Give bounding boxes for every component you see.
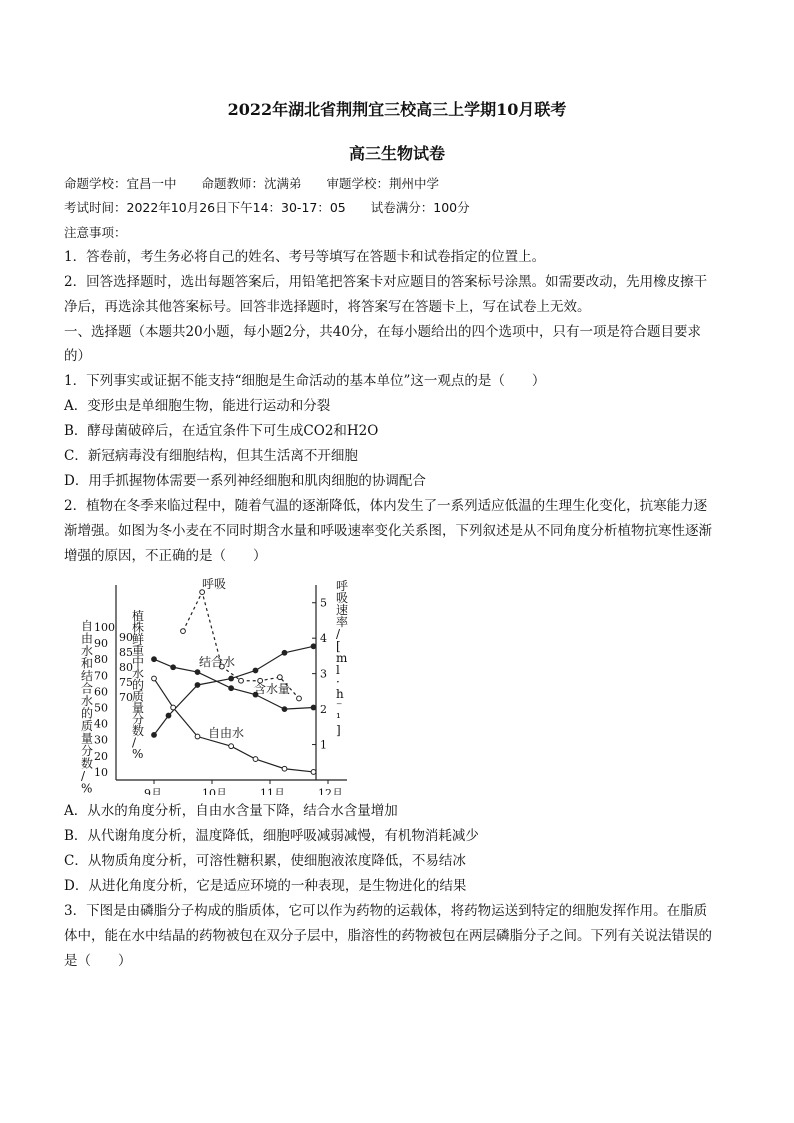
notice-2a: 2．回答选择题时，选出每题答案后，用铅笔把答案卡对应题目的答案标号涂黑。如需要改动，先用橡皮擦干 [64,274,708,290]
left-outer-tick-label: 40 [94,717,108,731]
left-outer-tick-label: 80 [94,653,108,667]
series-point-2 [311,705,316,710]
left-outer-axis-label: 自由水和结合水的质量分数/ % [81,619,94,795]
series-point-1 [166,713,171,718]
x-tick-label: 10月 [202,787,227,795]
q1-option-b: B．酵母菌破碎后，在适宜条件下可生成CO2和H2O [64,423,379,439]
series-point-3 [171,705,176,710]
series-point-0 [277,675,282,680]
series-label-free-water: 自由水 [208,726,245,740]
question-2-c: 增强的原因，不正确的是（ ） [64,548,267,564]
question-2-a: 2．植物在冬季来临过程中，随着气温的逐渐降低，体内发生了一系列适应低温的生理生化变化，抗寒能力逐 [64,498,708,514]
series-point-2 [282,707,287,712]
section-heading-b: 的） [64,348,91,364]
series-point-2 [229,686,234,691]
series-point-1 [229,676,234,681]
notice-2b: 净后，再选涂其他答案标号。回答非选择题时，将答案写在答题卡上，写在试卷上无效。 [64,299,591,315]
series-label-respiration: 呼吸 [202,577,227,591]
q2-option-b: B．从代谢角度分析，温度降低，细胞呼吸减弱减慢，有机物消耗减少 [64,828,479,844]
series-label-water-content: 含水量 [254,682,291,696]
left-outer-tick-label: 70 [94,669,108,683]
chart-svg [62,575,362,795]
right-tick-label: 3 [320,667,327,681]
x-tick-label: 11月 [260,787,285,795]
x-tick-label: 9月 [144,787,162,795]
q2-option-d: D．从进化角度分析，它是适应环境的一种表现，是生物进化的结果 [64,878,467,894]
water-respiration-chart [62,575,362,795]
q1-option-c: C．新冠病毒没有细胞结构，但其生活离不开细胞 [64,448,358,464]
exam-subtitle: 高三生物试卷 [348,144,445,163]
left-inner-tick-label: 70 [119,691,133,704]
series-point-3 [229,744,234,749]
question-1: 1．下列事实或证据不能支持“细胞是生命活动的基本单位”这一观点的是（ ） [64,373,546,389]
left-outer-tick-label: 30 [94,733,108,747]
meta-line-2: 考试时间：2022年10月26日下午14：30-17：05 试卷满分：100分 [64,200,470,215]
q2-option-a: A．从水的角度分析，自由水含量下降，结合水含量增加 [64,803,398,819]
series-point-3 [282,766,287,771]
question-3-b: 体中，能在水中结晶的药物被包在双分子层中，脂溶性的药物被包在两层磷脂分子之间。下列有关说法错误的 [64,928,712,944]
series-point-1 [152,733,157,738]
q2-option-c: C．从物质角度分析，可溶性糖积累，使细胞液浓度降低，不易结冰 [64,853,466,869]
right-tick-label: 4 [320,632,327,646]
q1-option-d: D．用手抓握物体需要一系列神经细胞和肌肉细胞的协调配合 [64,473,426,489]
series-point-2 [171,665,176,670]
meta-line-1: 命题学校：宜昌一中 命题教师：沈满弟 审题学校：荆州中学 [64,176,440,191]
series-point-2 [152,657,157,662]
left-inner-tick-label: 90 [119,631,133,644]
series-point-1 [253,668,258,673]
series-point-3 [152,676,157,681]
notice-heading: 注意事项： [64,225,127,240]
series-point-3 [195,734,200,739]
series-point-3 [253,757,258,762]
q1-option-a: A．变形虫是单细胞生物，能进行运动和分裂 [64,398,331,414]
exam-title: 2022年湖北省荆荆宜三校高三上学期10月联考 [227,100,567,119]
right-tick-label: 2 [320,703,327,717]
left-outer-tick-label: 10 [94,765,108,779]
section-heading-a: 一、选择题（本题共20小题，每小题2分，共40分，在每小题给出的四个选项中，只有一项是符合题目要求 [64,324,701,340]
left-outer-tick-label: 90 [94,637,108,651]
series-point-0 [181,629,186,634]
question-3-c: 是（ ） [64,953,132,969]
question-3-a: 3．下图是由磷脂分子构成的脂质体，它可以作为药物的运载体，将药物运送到特定的细胞发挥作用。在脂质 [64,903,708,919]
left-inner-tick-label: 85 [119,646,133,659]
left-outer-tick-label: 20 [94,749,108,763]
series-point-0 [239,678,244,683]
series-point-2 [195,670,200,675]
notice-1: 1．答卷前，考生务必将自己的姓名、考号等填写在答题卡和试卷指定的位置上。 [64,249,546,265]
left-inner-axis-label: 植株鲜重中水的质量分数/ % [132,609,145,761]
series-point-1 [311,644,316,649]
left-outer-tick-label: 50 [94,701,108,715]
left-outer-tick-label: 100 [94,621,115,634]
series-point-1 [195,683,200,688]
right-tick-label: 5 [320,596,327,610]
x-tick-label: 12月 [318,787,343,795]
right-axis-label: 呼吸速率/ [ m l · h ⁻ ¹ ] [336,579,349,737]
series-point-0 [297,696,302,701]
left-inner-tick-label: 75 [119,676,133,689]
series-point-3 [311,770,316,775]
right-tick-label: 1 [320,738,327,752]
series-point-1 [282,650,287,655]
question-2-b: 渐增强。如图为冬小麦在不同时期含水量和呼吸速率变化关系图，下列叙述是从不同角度分析植物抗寒性逐渐 [64,523,712,539]
series-label-bound-water: 结合水 [199,655,236,669]
left-inner-tick-label: 80 [119,661,133,674]
left-outer-tick-label: 60 [94,685,108,699]
